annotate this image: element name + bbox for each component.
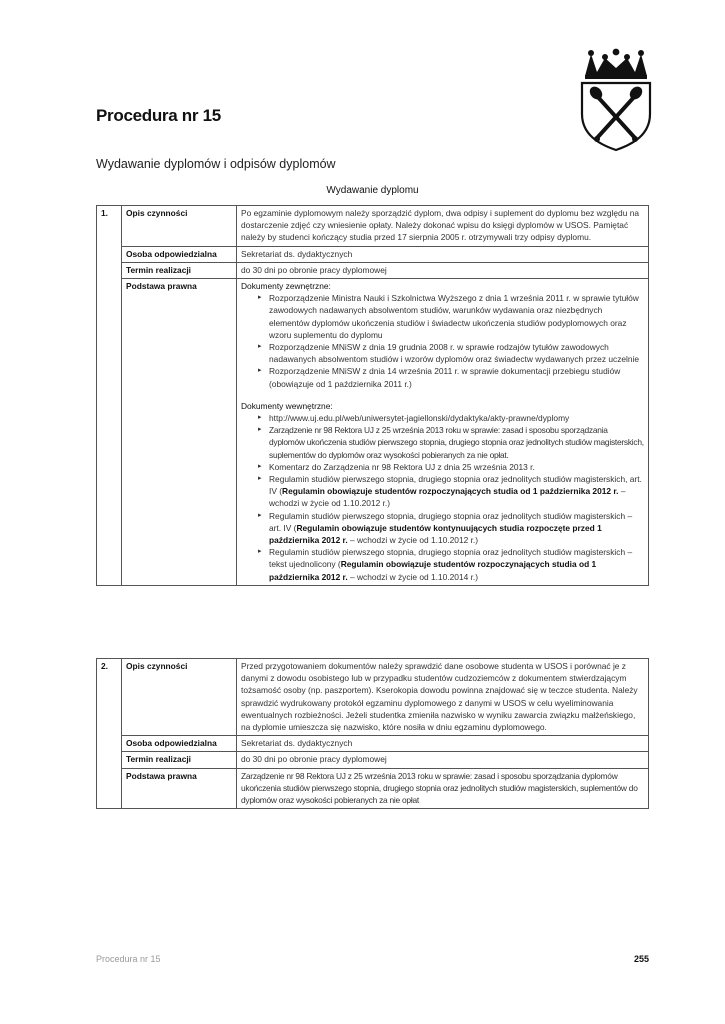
section-caption: Wydawanie dyplomu <box>326 185 419 196</box>
external-docs-list <box>241 292 644 390</box>
responsible-value: Sekretariat ds. dydaktycznych <box>237 246 649 262</box>
list-item: ▸ Zarządzenie nr 98 Rektora UJ z 25 września 2013 roku w sprawie: zasad i sposobu sporządzania dyplomów ukończenia studiów pierwszego stopnia, drugiego stopnia oraz jednolitych studiów magisterskich, suplementów do dyplomów oraz wysokości pobieranych za nie opłat. <box>258 424 644 461</box>
page-number: 255 <box>633 954 649 964</box>
procedure-subtitle: Wydawanie dyplomów i odpisów dyplomów <box>96 157 336 171</box>
legal-basis-value: Zarządzenie nr 98 Rektora UJ z 25 września 2013 roku w sprawie: zasad i sposobu sporządzania dyplomów ukończenia studiów pierwszego stopnia, drugiego stopnia oraz jednolitych studiów magisterskich, suplementów do dyplomów oraz wysokości pobieranych za nie opłat <box>237 768 649 809</box>
external-docs-heading: Dokumenty zewnętrzne: <box>241 281 331 292</box>
deadline-label: Termin realizacji <box>122 752 237 768</box>
legal-basis-label: Podstawa prawna <box>122 279 237 586</box>
deadline-label: Termin realizacji <box>122 262 237 278</box>
document-link[interactable]: ▸ http://www.uj.edu.pl/web/uniwersytet-jagiellonski/dydaktyka/akty-prawne/dyplomy <box>258 412 644 424</box>
step-2-table <box>96 658 649 809</box>
internal-docs-heading: Dokumenty wewnętrzne: <box>241 400 333 411</box>
responsible-label: Osoba odpowiedzialna <box>122 736 237 752</box>
list-item: ▸ Regulamin studiów pierwszego stopnia, drugiego stopnia oraz jednolitych studiów magisterskich, art. IV (Regulamin obowiązuje studentów rozpoczynających studia od 1 października 2012 r. – wchodzi w życie od 1.10.2012 r.) <box>258 473 644 510</box>
description-label: Opis czynności <box>122 206 237 247</box>
page-title: Procedura nr 15 <box>96 106 221 125</box>
internal-docs-list <box>241 412 644 583</box>
list-item: ▸ Komentarz do Zarządzenia nr 98 Rektora UJ z dnia 25 września 2013 r. <box>258 461 644 473</box>
step-number: 2. <box>97 659 122 809</box>
footer-procedure-label: Procedura nr 15 <box>96 954 161 964</box>
list-item: ▸ Rozporządzenie MNiSW z dnia 19 grudnia 2008 r. w sprawie rodzajów tytułów zawodowych nadawanych absolwentom studiów i wzorów dyplomów oraz świadectw wydawanych przez uczelnie <box>258 341 644 365</box>
description-text: Po egzaminie dyplomowym należy sporządzić dyplom, dwa odpisy i suplement do dyplomu bez względu na dostarczenie zdjęć czy wniesienie opłaty. Należy dokonać wpisu do księgi dyplomów w USOS. Pamiętać należy by studenci kończący studia przed 17 sierpnia 2005 r. otrzymywali trzy odpisy dyplomu. <box>237 206 649 247</box>
legal-basis-value <box>237 279 649 586</box>
list-item: ▸ Rozporządzenie MNiSW z dnia 14 września 2011 r. w sprawie dokumentacji przebiegu studiów (obowiązuje od 1 października 2011 r.) <box>258 365 644 389</box>
description-text: Przed przygotowaniem dokumentów należy sprawdzić dane osobowe studenta w USOS i porównać je z danymi z dowodu osobistego lub w przypadku studentów cudzoziemców z dokumentem stwierdzającym tożsamość osoby (np. paszportem). Kserokopia dowodu powinna znajdować się w teczce studenta. Należy sprawdzić wydrukowany protokół egzaminu dyplomowego z danymi w USOS w celu wyeliminowania ewentualnych rozbieżności. Jeżeli studentka zmieniła nazwisko w wyniku zawarcia związku małżeńskiego, na dyplomie umieszcza się nazwisko, które nosiła w dniu egzaminu dyplomowego. <box>237 659 649 736</box>
list-item: ▸ Regulamin studiów pierwszego stopnia, drugiego stopnia oraz jednolitych studiów magisterskich – tekst ujednolicony (Regulamin obowiązuje studentów rozpoczynających studia od 1 października 2012 r. – wchodzi w życie od 1.10.2014 r.) <box>258 546 644 583</box>
step-number: 1. <box>97 206 122 586</box>
description-label: Opis czynności <box>122 659 237 736</box>
responsible-value: Sekretariat ds. dydaktycznych <box>237 736 649 752</box>
university-crest-icon <box>577 48 655 152</box>
list-item: ▸ Rozporządzenie Ministra Nauki i Szkolnictwa Wyższego z dnia 1 września 2011 r. w sprawie tytułów zawodowych nadawanych absolwentom studiów, warunków wydawania oraz niezbędnych elementów dyplomów ukończenia studiów i świadectw ukończenia studiów podyplomowych oraz wzoru suplementu do dyplomu <box>258 292 644 341</box>
deadline-value: do 30 dni po obronie pracy dyplomowej <box>237 262 649 278</box>
list-item: ▸ Regulamin studiów pierwszego stopnia, drugiego stopnia oraz jednolitych studiów magisterskich – art. IV (Regulamin obowiązuje studentów kontynuujących studia rozpoczęte przed 1 października 2012 r. – wchodzi w życie od 1.10.2012 r.) <box>258 510 644 547</box>
legal-basis-label: Podstawa prawna <box>122 768 237 809</box>
responsible-label: Osoba odpowiedzialna <box>122 246 237 262</box>
step-1-table <box>96 205 649 586</box>
deadline-value: do 30 dni po obronie pracy dyplomowej <box>237 752 649 768</box>
